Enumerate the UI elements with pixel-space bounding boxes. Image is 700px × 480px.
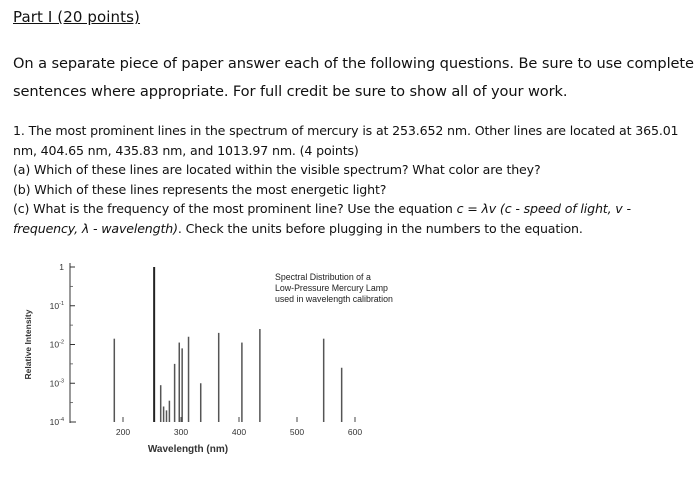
question-line-1: 1. The most prominent lines in the spectrum of mercury is at 253.652 nm. Other lines are located at 365.01 xyxy=(13,123,679,138)
spectral-line-bar xyxy=(259,329,261,422)
instructions-line-1: On a separate piece of paper answer each of the following questions. Be sure to use complete xyxy=(13,55,694,72)
spectral-line-bar xyxy=(323,339,325,422)
x-axis-label: Wavelength (nm) xyxy=(147,444,229,455)
spectral-line-bar xyxy=(166,410,168,422)
spectral-line-bar xyxy=(241,343,243,422)
chart-title xyxy=(275,272,393,304)
spectral-line-bar xyxy=(153,267,155,422)
x-tick-label: 500 xyxy=(289,427,305,437)
y-tick-label: 1 xyxy=(59,262,64,272)
question-part-b: (b) Which of these lines represents the most energetic light? xyxy=(13,181,387,197)
x-tick-label: 400 xyxy=(231,427,247,437)
chart-title-line: Low-Pressure Mercury Lamp xyxy=(275,283,388,293)
question-part-c xyxy=(13,199,697,219)
y-axis-label: Relative Intensity xyxy=(23,309,33,380)
x-tick-label: 600 xyxy=(347,427,363,437)
mercury-spectrum-chart xyxy=(0,255,460,470)
equation-definitions: frequency, λ - wavelength) xyxy=(13,220,178,236)
spectral-line-bar xyxy=(163,407,165,423)
x-tick-label: 200 xyxy=(115,427,131,437)
question-part-a: (a) Which of these lines are located within the visible spectrum? What color are they? xyxy=(13,162,541,177)
question-part-c-text: (c) What is the frequency of the most prominent line? Use the equation xyxy=(13,201,457,216)
instructions xyxy=(13,50,697,106)
spectral-line-bar xyxy=(174,364,176,422)
chart-title-line: Spectral Distribution of a xyxy=(275,272,371,282)
y-tick-label: $10^{-1}$ xyxy=(49,300,64,311)
instructions-line-2: sentences where appropriate. For full credit be sure to show all of your work. xyxy=(13,83,568,100)
spectral-line-bar xyxy=(200,383,202,422)
y-tick-label: $10^{-3}$ xyxy=(49,378,64,389)
spectral-line-bar xyxy=(341,368,343,422)
spectral-line-bar xyxy=(218,333,220,422)
y-tick-label: $10^{-4}$ xyxy=(49,417,64,427)
spectral-line-bar xyxy=(181,348,183,422)
spectral-line-bar xyxy=(114,339,116,422)
question-part-c-rest: . Check the units before plugging in the numbers to the equation. xyxy=(177,220,583,236)
spectral-line-bar xyxy=(160,385,162,422)
part-title: Part I (20 points) xyxy=(13,8,141,26)
question-line-2: nm, 404.65 nm, 435.83 nm, and 1013.97 nm. (4 points) xyxy=(13,142,359,158)
spectral-line-bar xyxy=(188,337,190,422)
spectral-line-bar xyxy=(169,401,171,422)
y-tick-label: $10^{-2}$ xyxy=(49,339,64,350)
question-1 xyxy=(13,121,697,238)
chart-title-line: used in wavelength calibration xyxy=(275,294,393,304)
spectral-line-bar xyxy=(179,343,181,422)
x-tick-label: 300 xyxy=(173,427,189,437)
equation-text: c = λv (c - speed of light, v - xyxy=(456,201,631,216)
question-part-c-continued xyxy=(13,219,697,239)
